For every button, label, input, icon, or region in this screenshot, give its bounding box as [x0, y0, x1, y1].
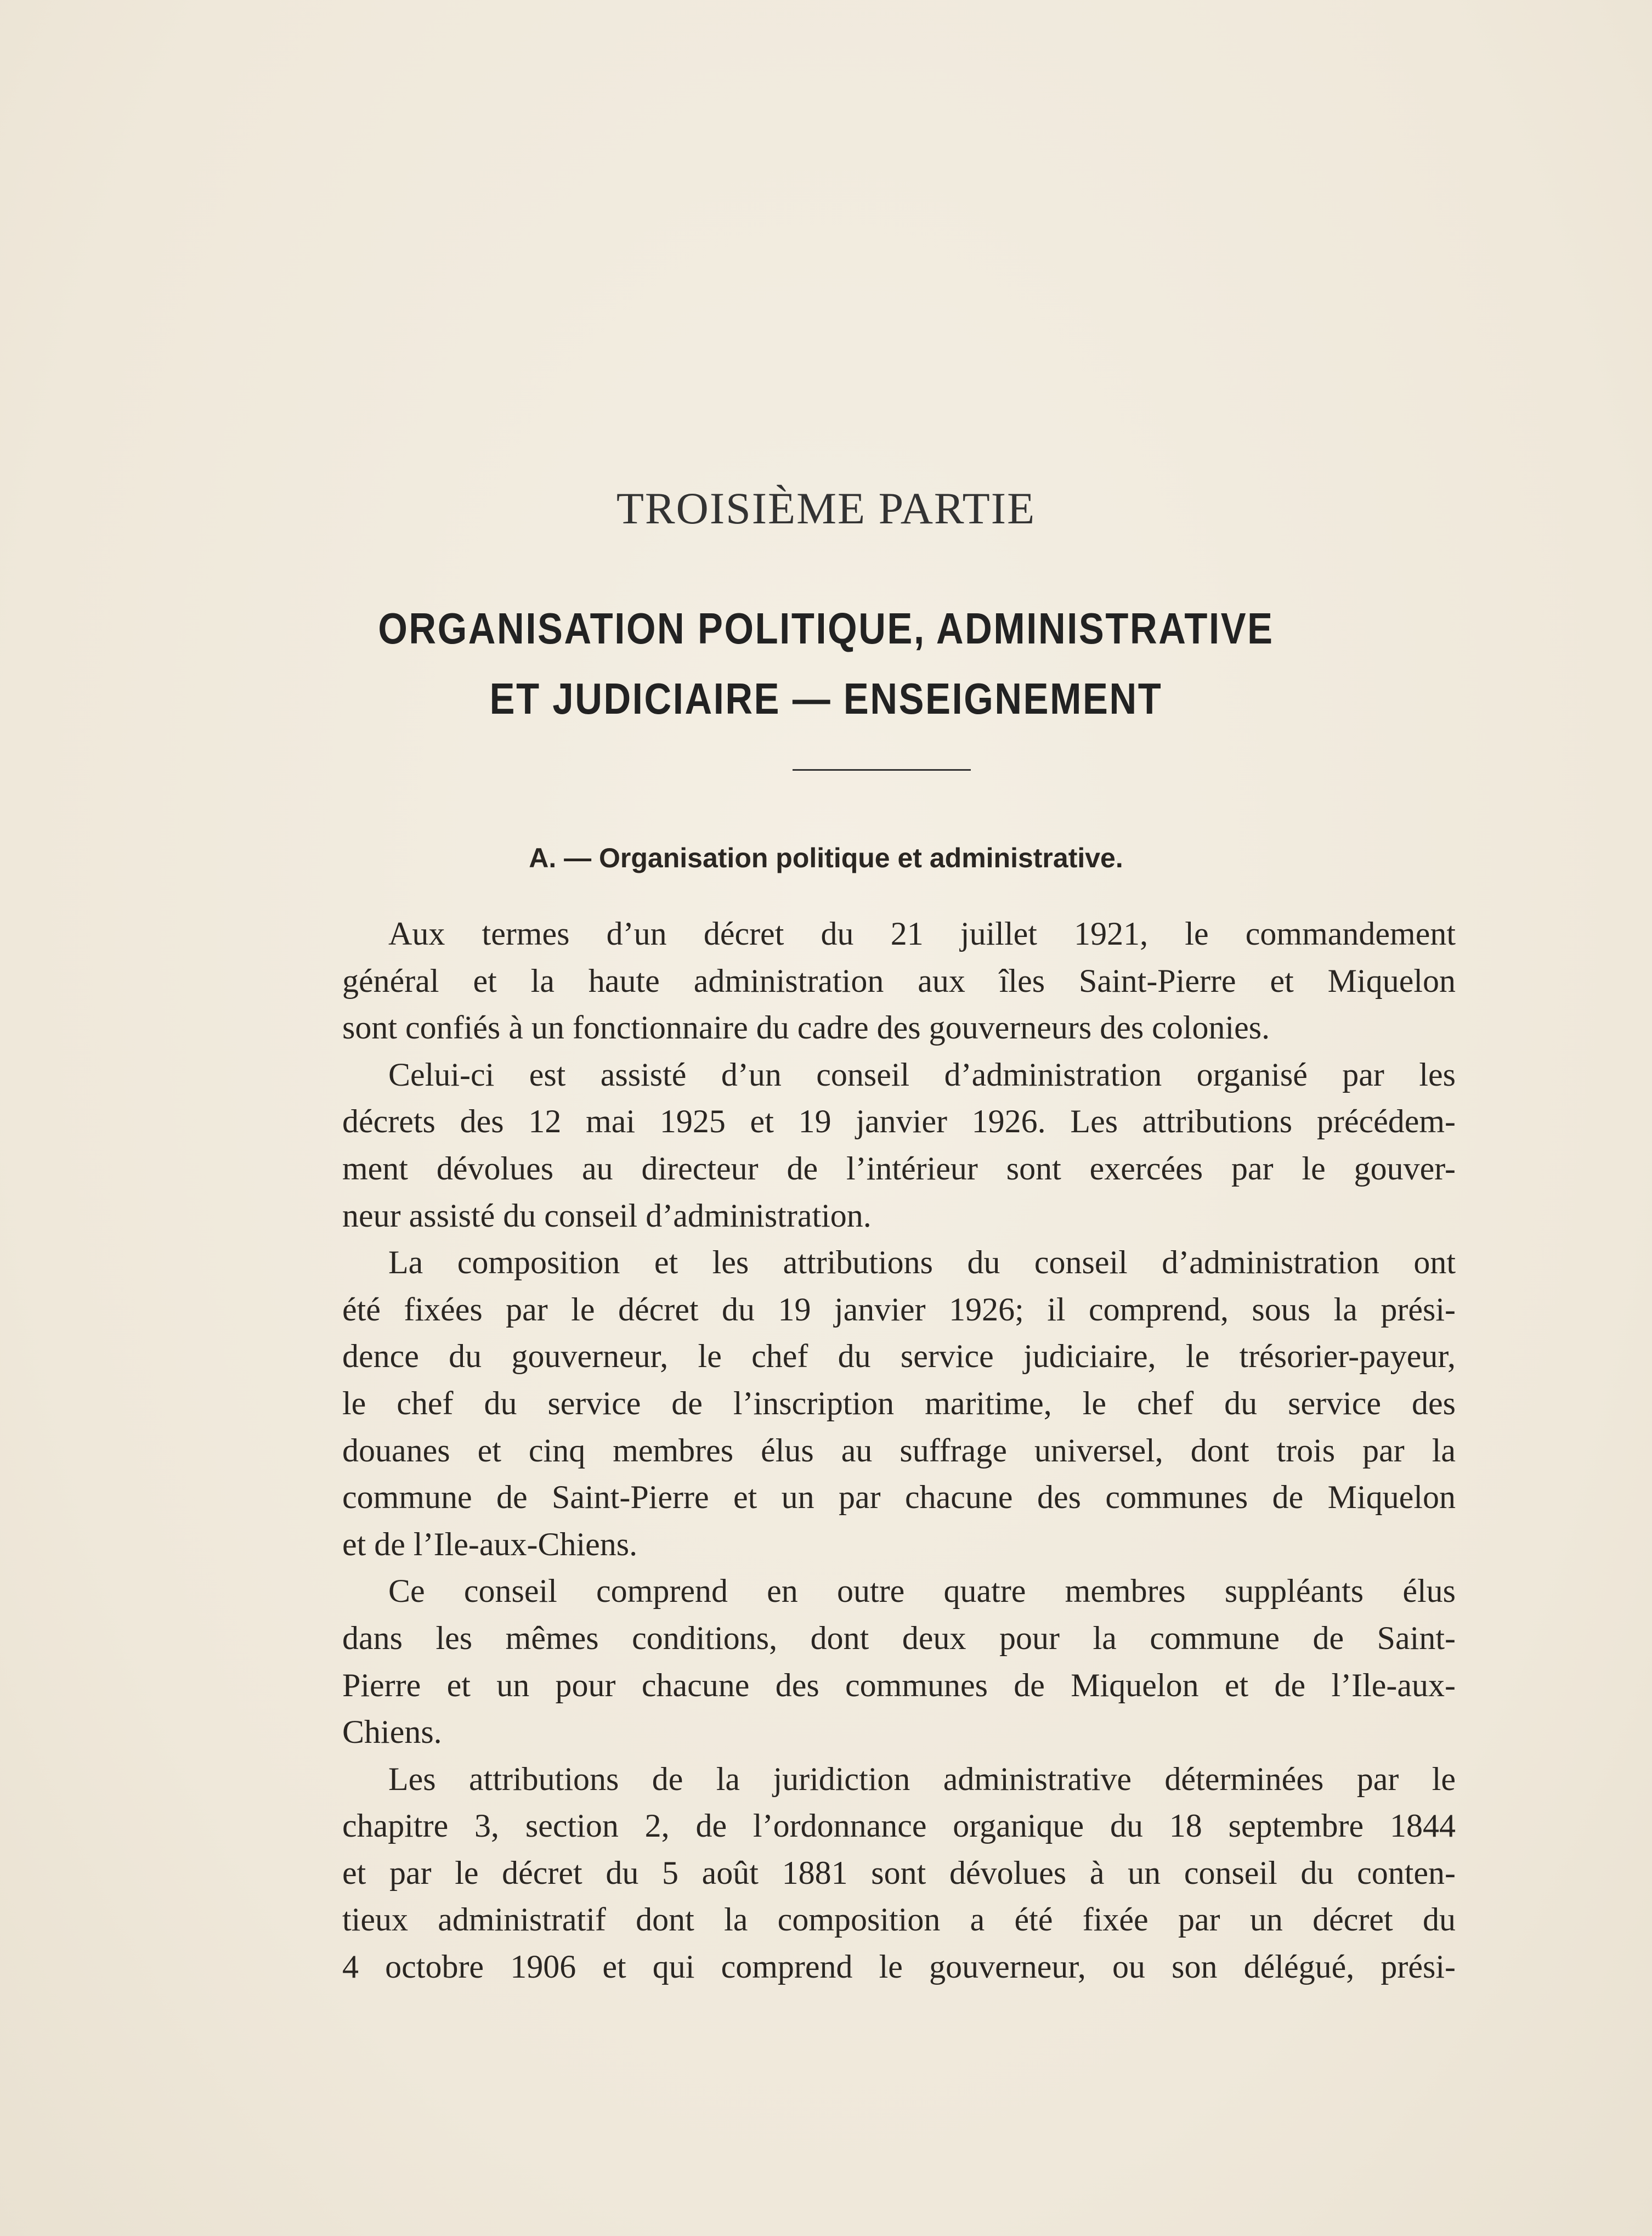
text-line: Chiens.	[342, 1714, 442, 1751]
text-line: dans les mêmes conditions, dont deux pour la commune de Saint-	[342, 1619, 1456, 1656]
text-line: neur assisté du conseil d’administration.	[342, 1197, 872, 1234]
text-line: et de l’Ile-aux-Chiens.	[342, 1526, 638, 1562]
text-line: été fixées par le décret du 19 janvier 1926; il comprend, sous la prési-	[342, 1291, 1456, 1328]
paragraph	[342, 1568, 1456, 1755]
text-line: tieux administratif dont la composition a été fixée par un décret du	[342, 1901, 1456, 1938]
body-text	[342, 911, 1456, 1991]
text-line: Pierre et un pour chacune des communes de Miquelon et de l’Ile-aux-	[342, 1667, 1456, 1703]
text-line: La composition et les attributions du conseil d’administration ont	[388, 1244, 1456, 1281]
paragraph	[342, 1052, 1456, 1239]
divider-rule	[793, 769, 971, 771]
section-heading: A. — Organisation politique et administrative.	[529, 843, 1123, 873]
text-line: général et la haute administration aux îles Saint-Pierre et Miquelon	[342, 962, 1456, 999]
text-line: chapitre 3, section 2, de l’ordonnance organique du 18 septembre 1844	[342, 1808, 1456, 1844]
text-line: commune de Saint-Pierre et un par chacune des communes de Miquelon	[342, 1479, 1456, 1516]
text-line: Aux termes d’un décret du 21 juillet 1921, le commandement	[388, 916, 1456, 952]
text-line: Ce conseil comprend en outre quatre membres suppléants élus	[388, 1573, 1456, 1610]
paragraph	[342, 1239, 1456, 1568]
chapter-title-line-2: ET JUDICIAIRE — ENSEIGNEMENT	[489, 674, 1163, 723]
chapter-title-line-1: ORGANISATION POLITIQUE, ADMINISTRATIVE	[378, 604, 1274, 653]
text-line: le chef du service de l’inscription maritime, le chef du service des	[342, 1385, 1456, 1421]
paragraph	[342, 1756, 1456, 1991]
text-line: dence du gouverneur, le chef du service judiciaire, le trésorier-payeur,	[342, 1338, 1456, 1375]
text-line: Celui-ci est assisté d’un conseil d’administration organisé par les	[388, 1056, 1456, 1093]
text-line: et par le décret du 5 août 1881 sont dévolues à un conseil du conten-	[342, 1854, 1456, 1891]
text-line: 4 octobre 1906 et qui comprend le gouverneur, ou son délégué, prési-	[342, 1949, 1456, 1985]
text-line: sont confiés à un fonctionnaire du cadre des gouverneurs des colonies.	[342, 1009, 1270, 1046]
text-line: douanes et cinq membres élus au suffrage universel, dont trois par la	[342, 1432, 1456, 1469]
text-line: ment dévolues au directeur de l’intérieur sont exercées par le gouver-	[342, 1150, 1456, 1187]
paragraph	[342, 911, 1456, 1052]
text-line: Les attributions de la juridiction administrative déterminées par le	[388, 1760, 1456, 1797]
part-heading: TROISIÈME PARTIE	[616, 483, 1036, 533]
text-line: décrets des 12 mai 1925 et 19 janvier 1926. Les attributions précédem-	[342, 1103, 1456, 1140]
